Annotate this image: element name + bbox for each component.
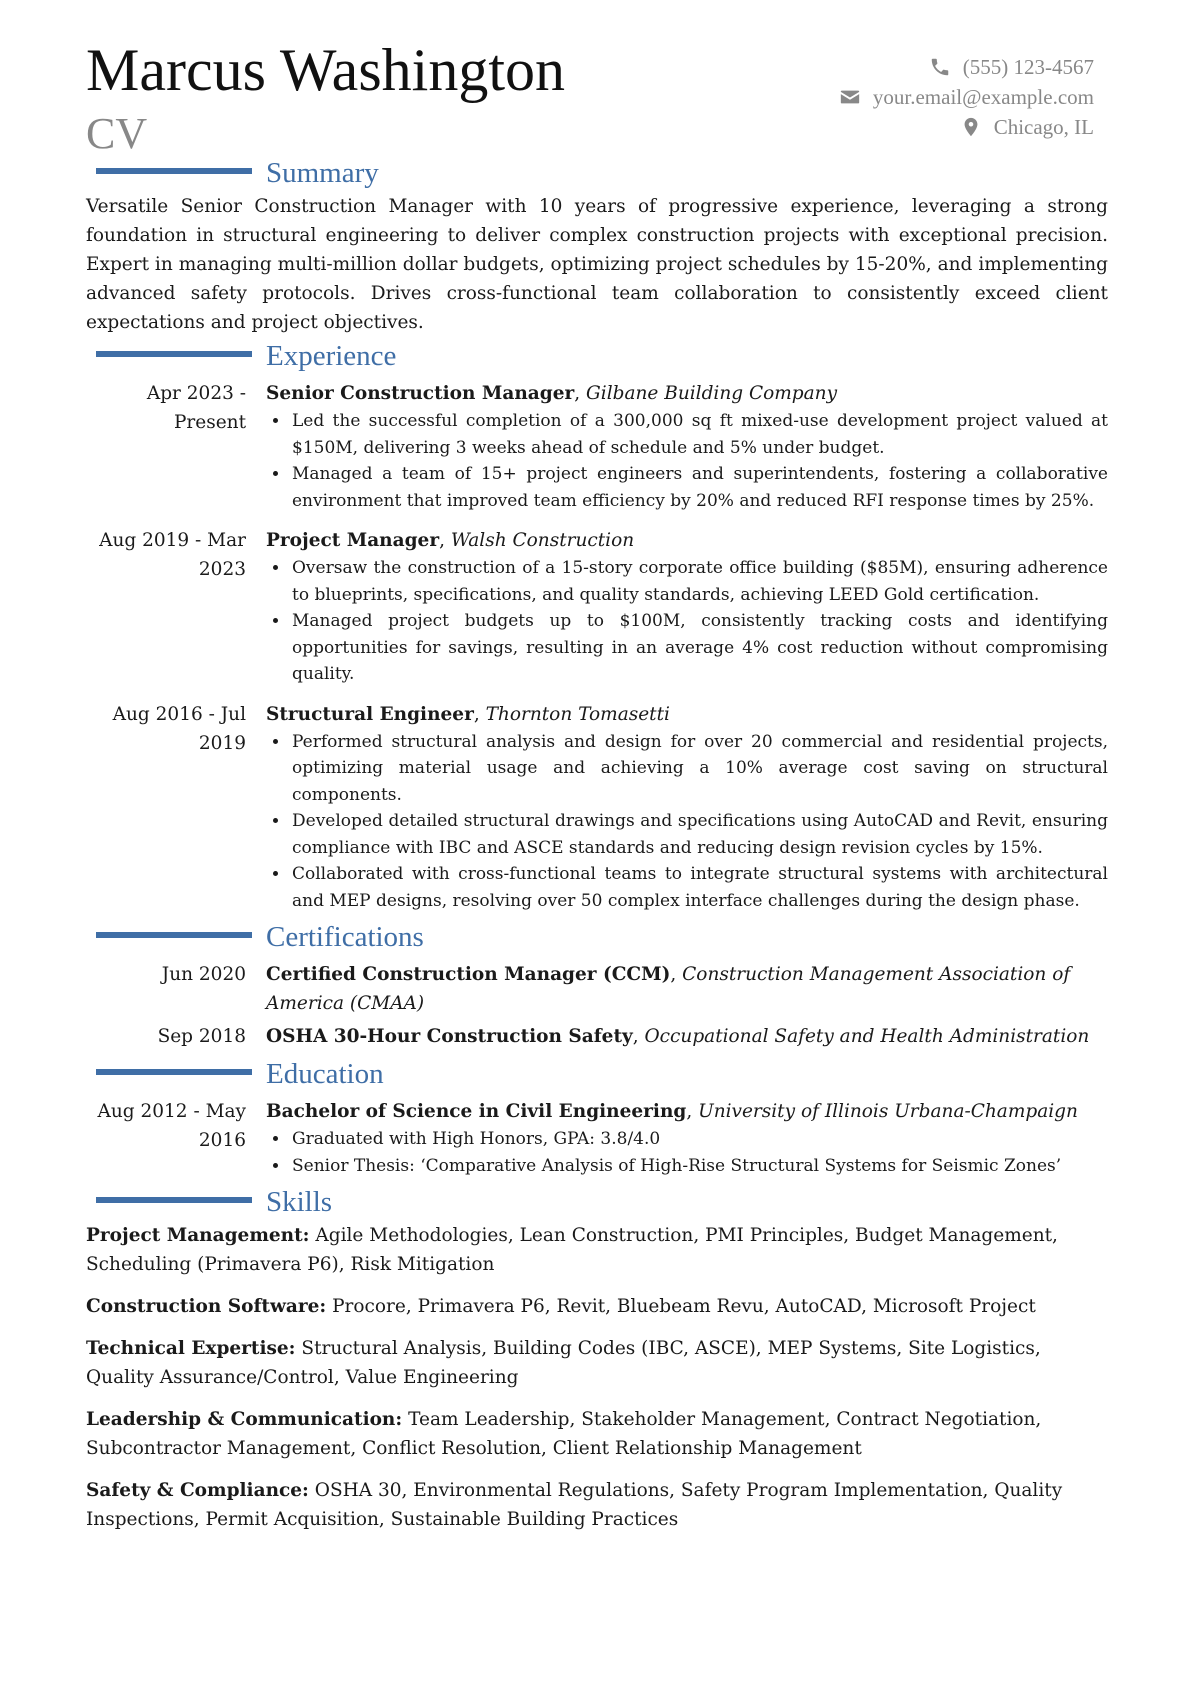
entry-heading: Bachelor of Science in Civil Engineering, University of Illinois Urbana-Champaign	[266, 1101, 1078, 1122]
entry-heading: Structural Engineer, Thornton Tomasetti	[266, 703, 670, 725]
skill-group	[86, 1292, 1108, 1321]
employer: Walsh Construction	[450, 530, 635, 551]
employer: Thornton Tomasetti	[485, 703, 670, 725]
skill-list: Structural Analysis, Building Codes (IBC, ASCE), MEP Systems, Site Logistics, Quality Assurance/Control, Value Engineering	[86, 1338, 1041, 1388]
skill-category: Safety & Compliance:	[86, 1480, 309, 1501]
skill-group	[86, 1334, 1108, 1392]
contact-phone	[654, 52, 1094, 82]
map-marker-icon	[960, 116, 982, 138]
entry-bullets	[266, 408, 1108, 514]
entry-date: Jun 2020	[161, 964, 246, 985]
bullet-item: • Performed structural analysis and design for over 20 commercial and residential projects, optimizing material usage and achieving a 10% average cost saving on structural components.	[290, 729, 1108, 809]
contact-email	[654, 82, 1094, 112]
entry-date: Aug 2019 - Mar 2023	[99, 530, 246, 580]
section-rule	[96, 1069, 252, 1075]
section-title: Skills	[266, 1186, 333, 1218]
certification-entry	[86, 960, 1108, 1018]
bullet-item: • Managed a team of 15+ project engineers and superintendents, fostering a collaborative environment that improved team efficiency by 20% and reduced RFI response times by 25%.	[290, 461, 1108, 514]
skills-section	[86, 1187, 1108, 1534]
section-heading	[86, 341, 1108, 375]
skill-group	[86, 1405, 1108, 1463]
employer: Gilbane Building Company	[586, 383, 838, 404]
section-heading	[86, 922, 1108, 956]
entry-date: Aug 2012 - May 2016	[97, 1101, 246, 1151]
entry-heading: Project Manager, Walsh Construction	[266, 530, 635, 551]
education-section	[86, 1059, 1108, 1187]
experience-section	[86, 341, 1108, 922]
section-heading	[86, 158, 1108, 192]
bullet-item: • Led the successful completion of a 300,000 sq ft mixed-use development project valued at $150M, delivering 3 weeks ahead of schedule and 5% under budget.	[290, 408, 1108, 461]
entry-date: Aug 2016 - Jul 2019	[112, 703, 246, 754]
entry-heading: Senior Construction Manager, Gilbane Building Company	[266, 383, 838, 404]
certification-name: Certified Construction Manager (CCM)	[266, 964, 671, 985]
section-rule	[96, 1197, 252, 1203]
summary-text: Versatile Senior Construction Manager with 10 years of progressive experience, leveraging a strong foundation in structural engineering to deliver complex construction projects with exceptional precision. Expert in managing multi-million dollar budgets, optimizing project schedules by 15-20%, and implementing advanced safety protocols. Drives cross-functional team collaboration to consistently exceed client expectations and project objectives.	[86, 196, 1108, 333]
degree: Bachelor of Science in Civil Engineering	[266, 1101, 687, 1122]
entry-body	[266, 1097, 1108, 1187]
skill-category: Technical Expertise:	[86, 1338, 296, 1359]
bullet-item: • Graduated with High Honors, GPA: 3.8/4.0	[290, 1126, 1108, 1153]
skill-group	[86, 1221, 1108, 1279]
bullet-item: • Collaborated with cross-functional teams to integrate structural systems with architectural and MEP designs, resolving over 50 complex interface challenges during the design phase.	[290, 861, 1108, 914]
skill-category: Project Management:	[86, 1225, 310, 1246]
document-type: CV	[86, 109, 148, 158]
education-entry	[86, 1097, 1108, 1187]
entry-date: Sep 2018	[157, 1026, 246, 1047]
cv-content	[86, 158, 1108, 1547]
entry-bullets	[266, 1126, 1108, 1179]
phone-text[interactable]: (555) 123-4567	[962, 54, 1094, 79]
entry-date: Apr 2023 - Present	[146, 383, 246, 433]
skill-list: Procore, Primavera P6, Revit, Bluebeam Revu, AutoCAD, Microsoft Project	[332, 1296, 1036, 1317]
location-text: Chicago, IL	[993, 114, 1094, 139]
job-title: Project Manager	[266, 530, 440, 551]
summary-section	[86, 158, 1108, 337]
section-title: Education	[266, 1058, 384, 1090]
experience-entry	[86, 700, 1108, 923]
skill-list: Team Leadership, Stakeholder Management, Contract Negotiation, Subcontractor Management, Conflict Resolution, Client Relationship Management	[86, 1409, 1042, 1459]
institution: University of Illinois Urbana-Champaign	[698, 1101, 1078, 1122]
entry-body	[266, 526, 1108, 696]
contact-location	[654, 112, 1094, 142]
phone-icon	[929, 56, 951, 78]
entry-body	[266, 1022, 1108, 1051]
entry-heading: OSHA 30-Hour Construction Safety, Occupational Safety and Health Administration	[266, 1026, 1090, 1047]
section-rule	[96, 168, 252, 174]
email-link[interactable]: your.email@example.com	[872, 84, 1094, 109]
section-title: Experience	[266, 340, 397, 372]
certifications-section	[86, 922, 1108, 1051]
entry-bullets	[266, 555, 1108, 688]
section-heading	[86, 1187, 1108, 1221]
skill-category: Leadership & Communication:	[86, 1409, 403, 1430]
certification-entry	[86, 1022, 1108, 1051]
entry-body	[266, 379, 1108, 522]
job-title: Structural Engineer	[266, 703, 474, 725]
skill-list: Agile Methodologies, Lean Construction, PMI Principles, Budget Management, Scheduling (Primavera P6), Risk Mitigation	[86, 1225, 1058, 1275]
section-heading	[86, 1059, 1108, 1093]
section-title: Certifications	[266, 921, 424, 953]
skill-list: OSHA 30, Environmental Regulations, Safety Program Implementation, Quality Inspections, Permit Acquisition, Sustainable Building Practices	[86, 1480, 1063, 1530]
section-rule	[96, 932, 252, 938]
entry-body	[266, 700, 1108, 923]
issuer: Construction Management Association of America (CMAA)	[266, 964, 1071, 1014]
skill-category: Construction Software:	[86, 1296, 327, 1317]
bullet-item: • Oversaw the construction of a 15-story corporate office building ($85M), ensuring adherence to blueprints, specifications, and quality standards, achieving LEED Gold certification.	[290, 555, 1108, 608]
job-title: Senior Construction Manager	[266, 383, 575, 404]
certification-name: OSHA 30-Hour Construction Safety	[266, 1026, 633, 1047]
experience-entry	[86, 379, 1108, 522]
section-title: Summary	[266, 157, 379, 189]
person-name: Marcus Washington	[86, 37, 566, 103]
contact-block	[654, 52, 1094, 142]
issuer: Occupational Safety and Health Administration	[644, 1026, 1090, 1047]
bullet-item: • Senior Thesis: ‘Comparative Analysis of High-Rise Structural Systems for Seismic Zones’	[290, 1153, 1108, 1180]
entry-body	[266, 960, 1108, 1018]
experience-entry	[86, 526, 1108, 696]
bullet-item: • Developed detailed structural drawings and specifications using AutoCAD and Revit, ensuring compliance with IBC and ASCE standards and reducing design revision cycles by 15%.	[290, 808, 1108, 861]
entry-bullets	[266, 729, 1108, 915]
envelope-icon	[839, 86, 861, 108]
section-rule	[96, 351, 252, 357]
skill-group	[86, 1476, 1108, 1534]
bullet-item: • Managed project budgets up to $100M, consistently tracking costs and identifying opportunities for savings, resulting in an average 4% cost reduction without compromising quality.	[290, 608, 1108, 688]
header	[0, 0, 1190, 160]
entry-heading: Certified Construction Manager (CCM), Construction Management Association of America (CMAA)	[266, 964, 1071, 1014]
